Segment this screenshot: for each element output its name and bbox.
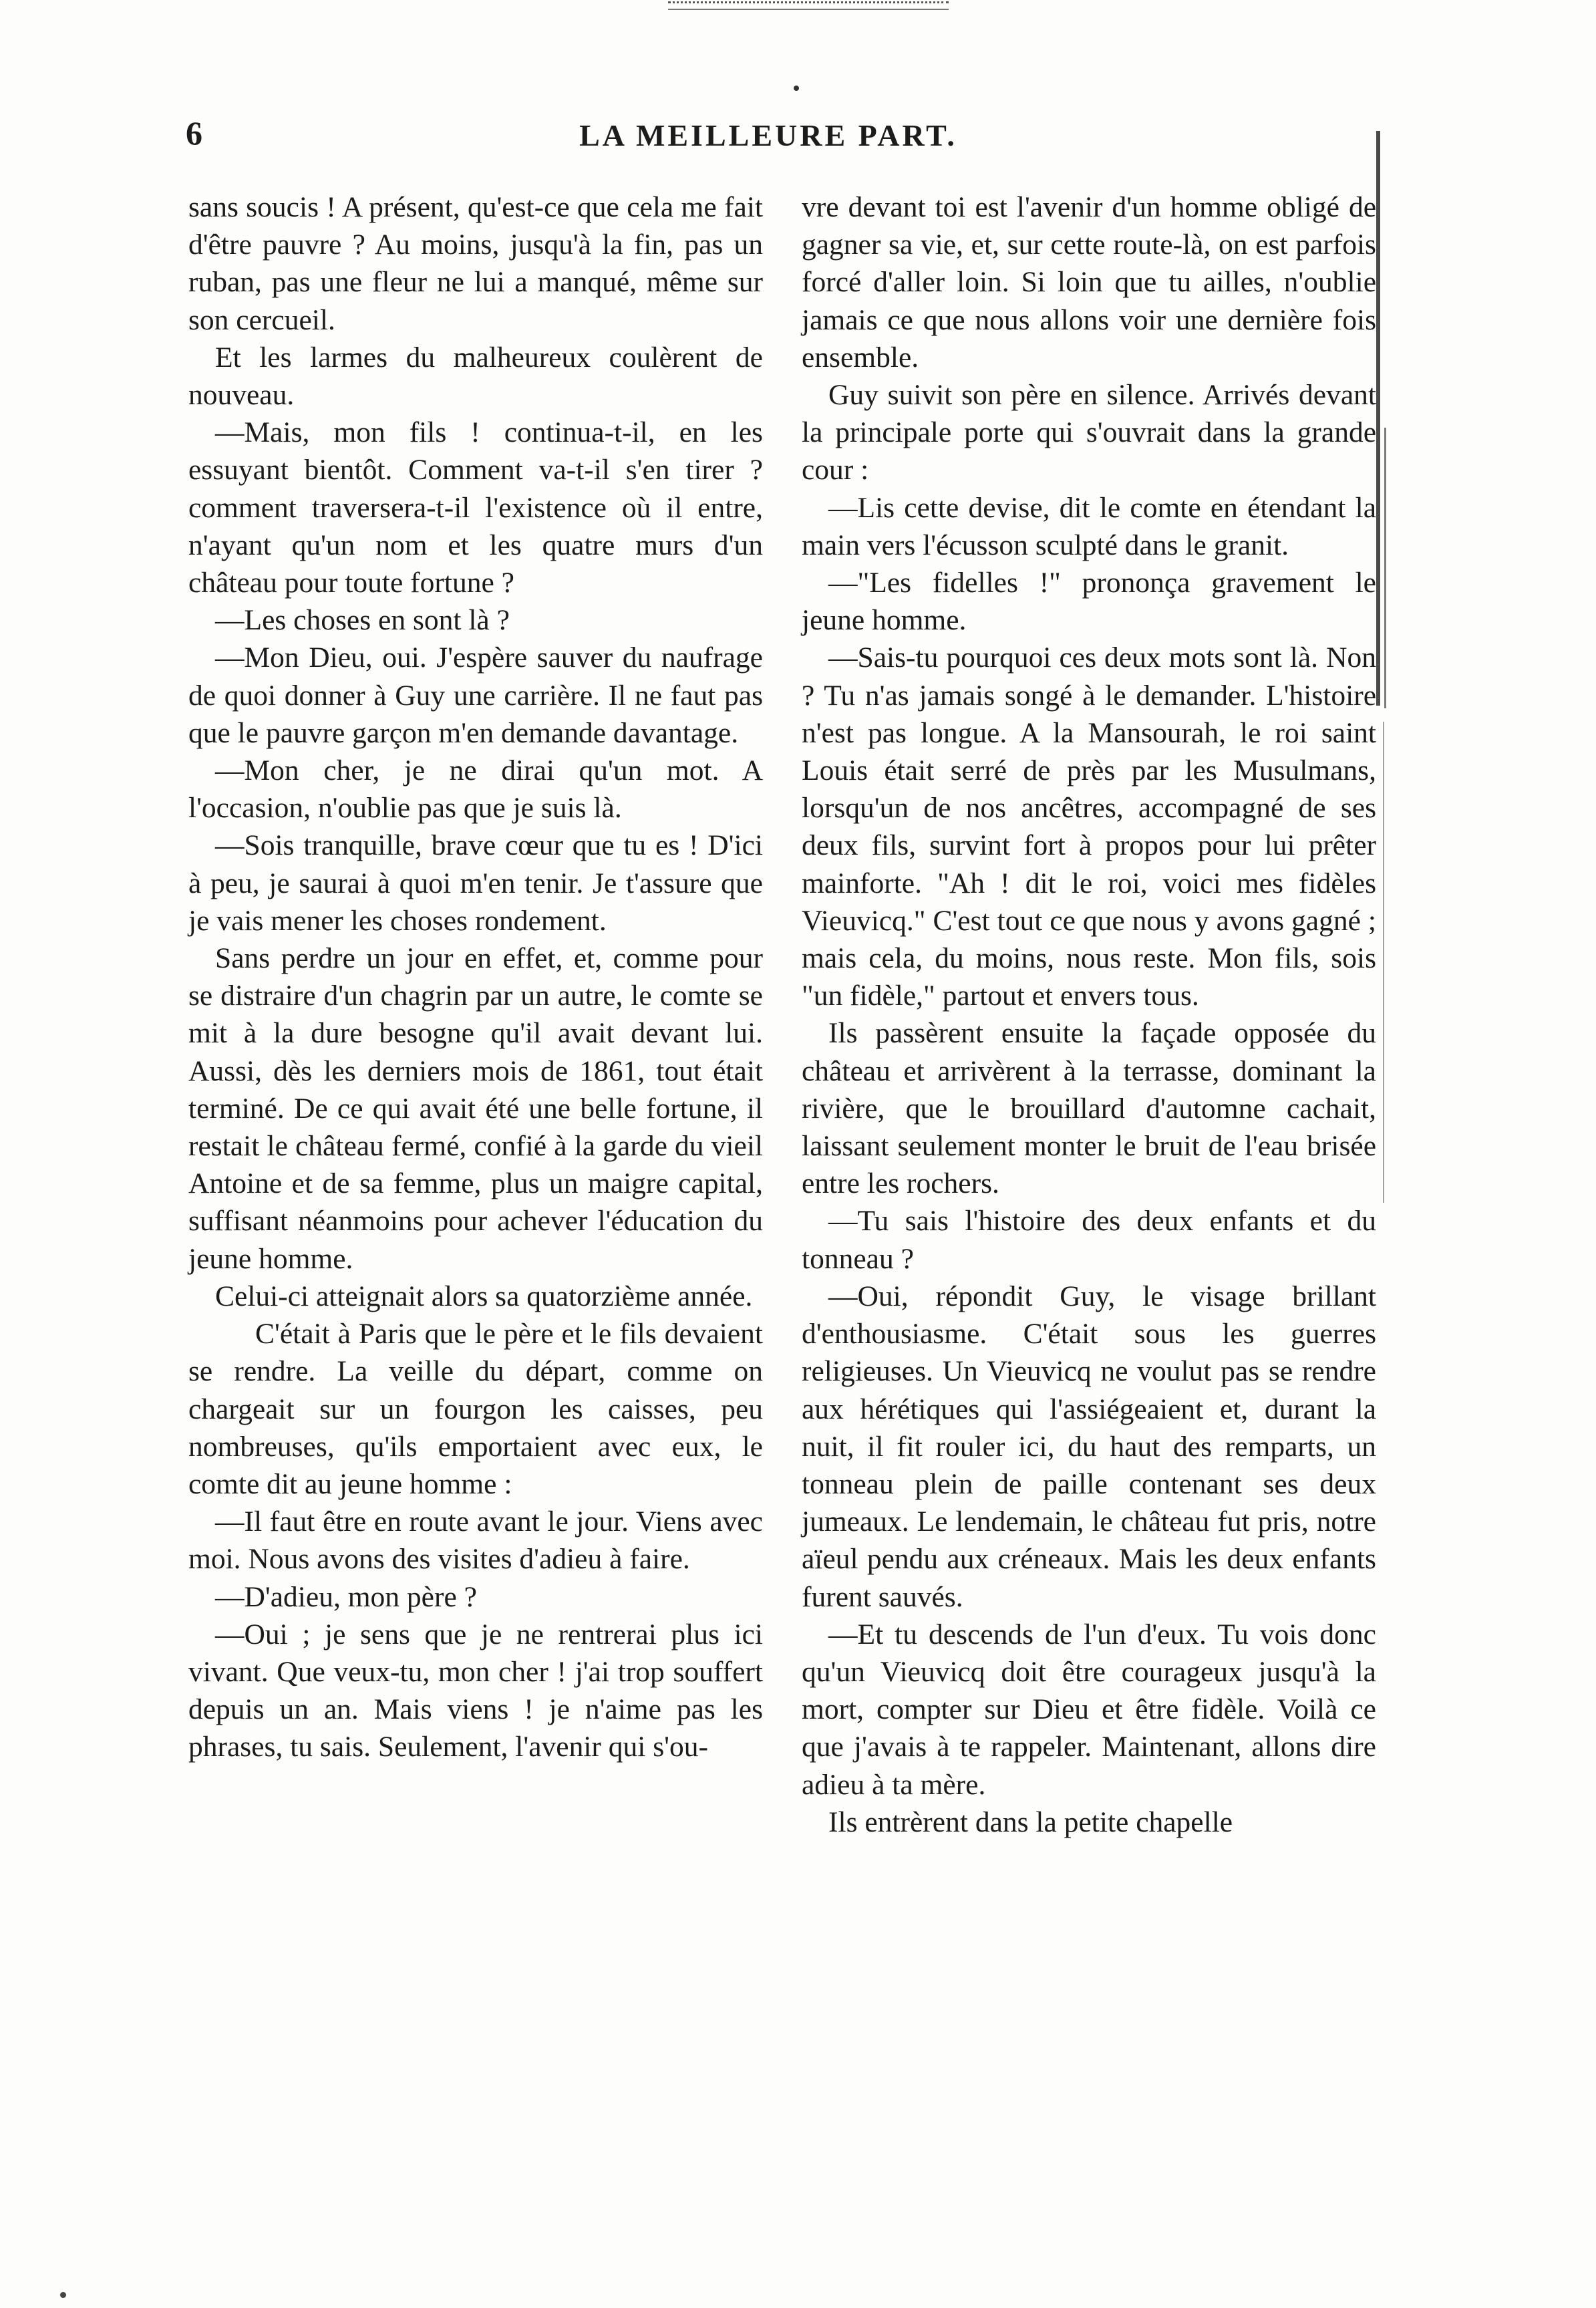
top-edge-rule — [668, 1, 949, 10]
ink-dot — [60, 2292, 66, 2298]
paragraph: Et les larmes du malheureux coulèrent de nouveau. — [188, 341, 763, 412]
paragraph: —Mon cher, je ne dirai qu'un mot. A l'occasion, n'oublie pas que je suis là. — [188, 754, 763, 825]
paragraph: —Il faut être en route avant le jour. Viens avec moi. Nous avons des visites d'adieu à faire. — [188, 1505, 763, 1576]
paragraph: —Sais-tu pourquoi ces deux mots sont là. Non ? Tu n'as jamais songé à le demander. L'histoire n'est pas longue. A la Mansourah, le roi saint Louis était serré de près par les Musulmans, lorsqu'un de nos ancêtres, accompagné de ses deux fils, survint fort à propos pour lui prêter mainforte. "Ah ! dit le roi, voici mes fidèles Vieuvicq." C'est tout ce que nous y avons gagné ; mais cela, du moins, nous reste. Mon fils, sois "un fidèle," partout et envers tous. — [802, 641, 1376, 1012]
paragraph: Guy suivit son père en silence. Arrivés devant la principale porte qui s'ouvrait dans la grande cour : — [802, 379, 1376, 486]
paragraph: —Tu sais l'histoire des deux enfants et du tonneau ? — [802, 1205, 1376, 1275]
paragraph: —Oui, répondit Guy, le visage brillant d'enthousiasme. C'était sous les guerres religieuses. Un Vieuvicq ne voulut pas se rendre aux hérétiques qui l'assiégeaient et, durant la nuit, il fit rouler ici, du haut des remparts, un tonneau plein de paille contenant ses deux jumeaux. Le lendemain, le château fut pris, notre aïeul pendu aux créneaux. Mais les deux enfants furent sauvés. — [802, 1280, 1376, 1613]
paragraph: —Les choses en sont là ? — [215, 604, 510, 637]
paragraph: Sans perdre un jour en effet, et, comme pour se distraire d'un chagrin par un autre, le comte se mit à la dure besogne qu'il avait devant lui. Aussi, dès les derniers mois de 1861, tout était terminé. De ce qui avait été une belle fortune, il restait le château fermé, confié à la garde du vieil Antoine et de sa femme, plus un maigre capital, suffisant néanmoins pour achever l'éducation du jeune homme. — [188, 942, 763, 1275]
paragraph: —Sois tranquille, brave cœur que tu es ! D'ici à peu, je saurai à quoi m'en tenir. Je t'assure que je vais mener les choses rondement. — [188, 829, 763, 937]
paragraph: sans soucis ! A présent, qu'est-ce que cela me fait d'être pauvre ? Au moins, jusqu'à la fin, pas un ruban, pas une fleur ne lui a manqué, même sur son cercueil. — [188, 191, 763, 336]
paragraph: —Oui ; je sens que je ne rentrerai plus ici vivant. Que veux-tu, mon cher ! j'ai trop souffert depuis un an. Mais viens ! je n'aime pas les phrases, tu sais. Seulement, l'avenir qui s'ou- — [188, 1618, 763, 1763]
page-edge-shadow — [1376, 131, 1380, 706]
page-number: 6 — [186, 114, 203, 152]
paragraph: C'était à Paris que le père et le fils devaient se rendre. La veille du départ, comme on chargeait sur un fourgon les caisses, peu nombreuses, qu'ils emportaient avec eux, le comte dit au jeune homme : — [188, 1318, 763, 1500]
left-column — [188, 188, 763, 1766]
paragraph: Ils entrèrent dans la petite chapelle — [828, 1806, 1233, 1838]
running-title: LA MEILLEURE PART. — [579, 118, 957, 152]
page-edge-shadow — [1383, 722, 1384, 1203]
right-column — [802, 188, 1376, 1841]
paragraph: —"Les fidelles !" prononça gravement le jeune homme. — [802, 567, 1376, 637]
paragraph: vre devant toi est l'avenir d'un homme obligé de gagner sa vie, et, sur cette route-là, on est parfois forcé d'aller loin. Si loin que tu ailles, n'oublie jamais ce que nous allons voir une dernière fois ensemble. — [802, 191, 1376, 374]
page-edge-shadow — [1384, 428, 1386, 708]
paragraph: —Mon Dieu, oui. J'espère sauver du naufrage de quoi donner à Guy une carrière. Il ne faut pas que le pauvre garçon m'en demande davantage. — [188, 641, 763, 749]
paragraph: —Mais, mon fils ! continua-t-il, en les essuyant bientôt. Comment va-t-il s'en tirer ? comment traversera-t-il l'existence où il entre, n'ayant qu'un nom et les quatre murs d'un château pour toute fortune ? — [188, 416, 763, 599]
paragraph: Ils passèrent ensuite la façade opposée du château et arrivèrent à la terrasse, dominant la rivière, que le brouillard d'automne cachait, laissant seulement monter le bruit de l'eau brisée entre les rochers. — [802, 1017, 1376, 1200]
paragraph: —D'adieu, mon père ? — [215, 1580, 477, 1613]
paragraph: —Lis cette devise, dit le comte en étendant la main vers l'écusson sculpté dans le granit. — [802, 491, 1376, 561]
paragraph: —Et tu descends de l'un d'eux. Tu vois donc qu'un Vieuvicq doit être courageux jusqu'à la mort, compter sur Dieu et être fidèle. Voilà ce que j'avais à te rappeler. Maintenant, allons dire adieu à ta mère. — [802, 1618, 1376, 1801]
ink-dot — [794, 86, 799, 91]
paragraph: Celui-ci atteignait alors sa quatorzième année. — [215, 1280, 753, 1312]
